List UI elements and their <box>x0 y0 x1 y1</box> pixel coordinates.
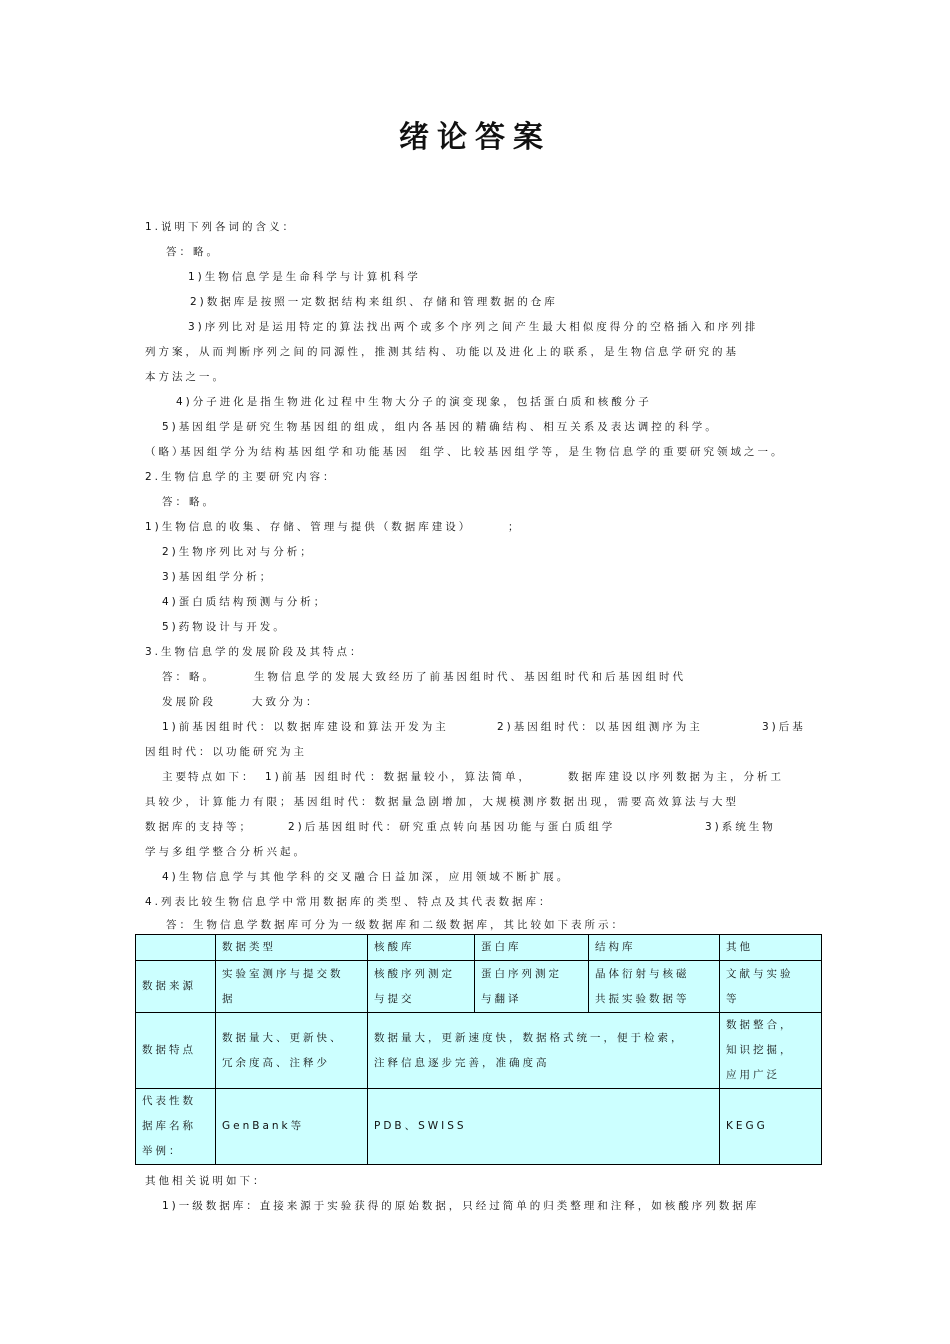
answer-line: 2)生物序列比对与分析； <box>162 546 314 558</box>
answer-line: 组学、比较基因组学等，是生物信息学的重要研究领域之一。 <box>420 446 785 458</box>
table-header-cell: 蛋白库 <box>475 935 589 961</box>
answer-line: 4)分子进化是指生物进化过程中生物大分子的演变现象，包括蛋白质和核酸分子 <box>176 396 652 408</box>
answer-line: 列方案，从而判断序列之间的同源性，推测其结构、功能以及进化上的联系，是生物信息学研究的基 <box>145 346 739 358</box>
table-row-label: 数据特点 <box>136 1013 216 1089</box>
answer-line: 4)蛋白质结构预测与分析； <box>162 596 328 608</box>
answer-line: 3)系统生物 <box>705 821 776 833</box>
answer-line: 大致分为： <box>252 696 320 708</box>
answer-line: ； <box>508 521 522 533</box>
table-cell: 核酸序列测定 与提交 <box>368 961 475 1013</box>
table-cell: 蛋白序列测定 与翻译 <box>475 961 589 1013</box>
table-cell: 实验室测序与提交数 据 <box>216 961 368 1013</box>
question-1-heading: 1.说明下列各词的含义： <box>145 221 297 233</box>
table-row <box>136 1089 822 1165</box>
database-comparison-table <box>135 934 822 1165</box>
table-row <box>136 1013 822 1089</box>
table-header-cell: 其他 <box>720 935 822 961</box>
answer-line: 数据库的支持等； <box>145 821 253 833</box>
table-header-cell <box>136 935 216 961</box>
answer-intro: 答：略。 <box>162 496 216 508</box>
answer-intro: 答：略。 <box>162 671 216 683</box>
answer-line: 1)生物信息的收集、存储、管理与提供（数据库建设） <box>145 521 473 533</box>
answer-line: 具较少，计算能力有限；基因组时代：数据量急剧增加，大规模测序数据出现，需要高效算法与大型 <box>145 796 739 808</box>
table-row-label: 数据来源 <box>136 961 216 1013</box>
table-cell: 数据整合， 知识挖掘， 应用广泛 <box>720 1013 822 1089</box>
answer-line: 因组时代 <box>314 771 368 783</box>
answer-line: 因组时代：以功能研究为主 <box>145 746 307 758</box>
answer-line: 1)前基因组时代：以数据库建设和算法开发为主 <box>162 721 449 733</box>
question-2-heading: 2.生物信息学的主要研究内容： <box>145 471 337 483</box>
answer-line: 生物信息学的发展大致经历了前基因组时代、基因组时代和后基因组时代 <box>254 671 686 683</box>
table-cell: 数据量大，更新速度快，数据格式统一，便于检索， 注释信息逐步完善，准确度高 <box>368 1013 720 1089</box>
answer-line: 基因组学分为结构基因组学和功能基因 <box>180 446 410 458</box>
table-header-cell: 数据类型 <box>216 935 368 961</box>
page-title: 绪论答案 <box>399 120 551 155</box>
answer-line: 1)前基 <box>265 771 309 783</box>
table-cell: KEGG <box>720 1089 822 1165</box>
question-4-heading: 4.列表比较生物信息学中常用数据库的类型、特点及其代表数据库： <box>145 896 553 908</box>
answer-line: 1)生物信息学是生命科学与计算机科学 <box>188 271 421 283</box>
table-cell: GenBank等 <box>216 1089 368 1165</box>
answer-line: ：数据量较小，算法简单， <box>370 771 532 783</box>
answer-line: 3)基因组学分析； <box>162 571 274 583</box>
table-cell: 文献与实验 等 <box>720 961 822 1013</box>
answer-intro: 答：生物信息学数据库可分为一级数据库和二级数据库，其比较如下表所示： <box>166 919 625 931</box>
answer-line: 主要 <box>162 771 189 783</box>
answer-line: 学与多组学整合分析兴起。 <box>145 846 307 858</box>
table-row-label: 代表性数 据库名称 举例： <box>136 1089 216 1165</box>
table-row <box>136 961 822 1013</box>
table-header-cell: 核酸库 <box>368 935 475 961</box>
answer-line: 2)数据库是按照一定数据结构来组织、存储和管理数据的仓库 <box>190 296 558 308</box>
table-cell: 晶体衍射与核磁 共振实验数据等 <box>589 961 720 1013</box>
answer-line: 5)药物设计与开发。 <box>162 621 287 633</box>
question-3-heading: 3.生物信息学的发展阶段及其特点： <box>145 646 364 658</box>
answer-line: 特点如下： <box>188 771 256 783</box>
table-header-cell: 结构库 <box>589 935 720 961</box>
answer-line: 3)序列比对是运用特定的算法找出两个或多个序列之间产生最大相似度得分的空格插入和序列排 <box>188 321 759 333</box>
answer-line: 本方法之一。 <box>145 371 226 383</box>
answer-line: 发展阶段 <box>162 696 216 708</box>
answer-line: 3)后基 <box>762 721 806 733</box>
answer-line: 其他相关说明如下： <box>145 1175 267 1187</box>
table-cell: PDB、SWISS <box>368 1089 720 1165</box>
answer-line: 数据库建设以序列数据为主，分析工 <box>568 771 784 783</box>
answer-line: （略） <box>145 446 186 458</box>
answer-line: 1)一级数据库：直接来源于实验获得的原始数据，只经过简单的归类整理和注释，如核酸序列数据库 <box>162 1200 760 1212</box>
answer-intro: 答：略。 <box>166 246 220 258</box>
table-header-row <box>136 935 822 961</box>
answer-line: 2)基因组时代：以基因组测序为主 <box>497 721 703 733</box>
answer-line: 2)后基因组时代：研究重点转向基因功能与蛋白质组学 <box>288 821 616 833</box>
answer-line: 5)基因组学是研究生物基因组的组成，组内各基因的精确结构、相互关系及表达调控的科学。 <box>162 421 719 433</box>
answer-line: 4)生物信息学与其他学科的交叉融合日益加深，应用领域不断扩展。 <box>162 871 571 883</box>
table-cell: 数据量大、更新快、 冗余度高、注释少 <box>216 1013 368 1089</box>
